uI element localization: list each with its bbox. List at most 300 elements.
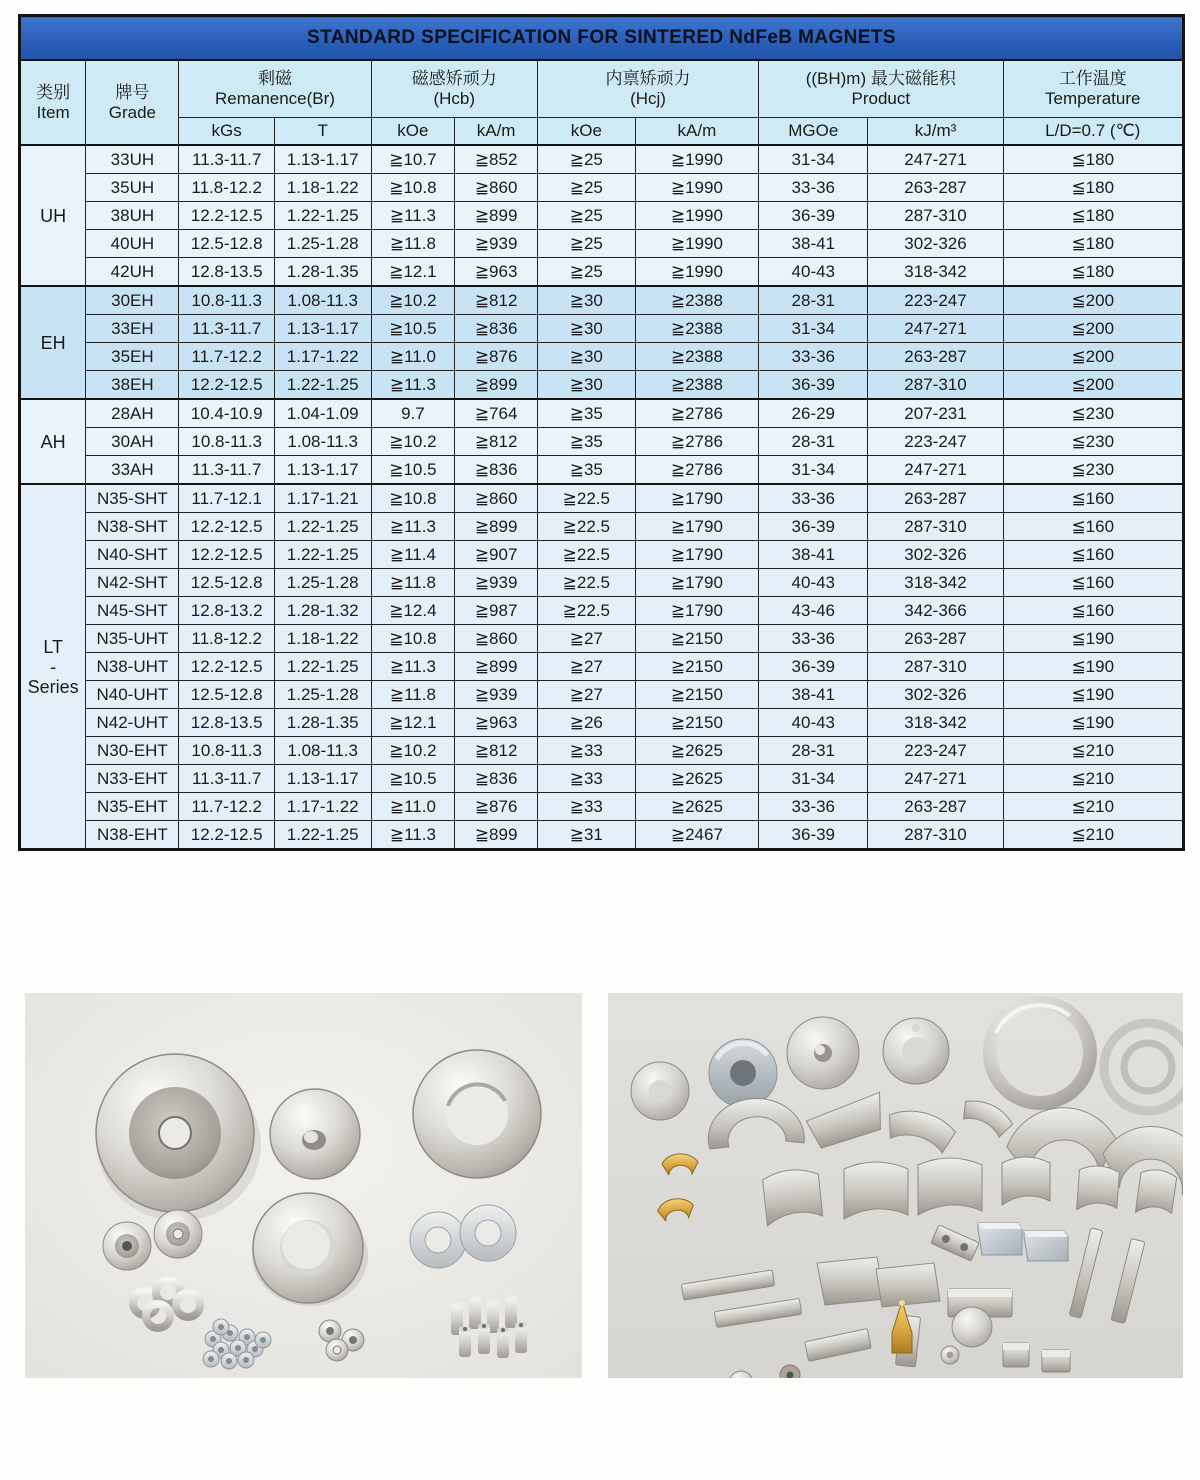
cell-grade: N40-SHT [86,541,179,569]
cell-t: 1.22-1.25 [274,653,371,681]
cell-mgoe: 28-31 [759,428,868,456]
cell-hcb_koe: ≧11.4 [371,541,455,569]
cell-hcj_koe: ≧27 [537,653,635,681]
cell-hcb_koe: ≧11.3 [371,653,455,681]
cell-hcb_kam: ≧860 [455,625,538,653]
group-label-uh: UH [20,145,86,286]
cell-hcb_kam: ≧907 [455,541,538,569]
cell-temp: ≦180 [1003,202,1184,230]
cell-mgoe: 38-41 [759,230,868,258]
cell-kjm3: 247-271 [868,456,1003,485]
cell-hcj_kam: ≧2625 [635,737,758,765]
cell-kjm3: 263-287 [868,625,1003,653]
cell-mgoe: 26-29 [759,399,868,428]
cell-hcj_kam: ≧1990 [635,174,758,202]
cell-kjm3: 223-247 [868,737,1003,765]
cell-hcb_kam: ≧899 [455,653,538,681]
cell-t: 1.18-1.22 [274,625,371,653]
cell-hcj_koe: ≧22.5 [537,484,635,513]
cell-temp: ≦190 [1003,653,1184,681]
cell-mgoe: 28-31 [759,737,868,765]
cell-kjm3: 247-271 [868,145,1003,174]
cell-hcb_koe: ≧11.3 [371,513,455,541]
cell-kgs: 12.8-13.5 [179,709,274,737]
cell-hcj_kam: ≧2388 [635,315,758,343]
cell-hcj_kam: ≧2150 [635,681,758,709]
cell-kgs: 12.2-12.5 [179,371,274,400]
cell-kjm3: 287-310 [868,653,1003,681]
table-row [20,202,1184,230]
unit-hcj-kam: kA/m [635,118,758,146]
cell-temp: ≦190 [1003,681,1184,709]
cell-t: 1.22-1.25 [274,371,371,400]
cell-temp: ≦200 [1003,315,1184,343]
cell-temp: ≦200 [1003,371,1184,400]
cell-hcb_koe: ≧11.0 [371,343,455,371]
cell-temp: ≦160 [1003,597,1184,625]
cell-hcj_kam: ≧2786 [635,428,758,456]
cell-hcb_koe: ≧11.8 [371,230,455,258]
cell-hcb_kam: ≧899 [455,371,538,400]
cell-kgs: 12.2-12.5 [179,202,274,230]
cell-hcj_koe: ≧30 [537,371,635,400]
cell-temp: ≦160 [1003,569,1184,597]
cell-hcj_kam: ≧1990 [635,258,758,287]
cell-hcj_kam: ≧2625 [635,793,758,821]
cell-mgoe: 33-36 [759,484,868,513]
cell-mgoe: 36-39 [759,513,868,541]
cell-hcj_kam: ≧2150 [635,709,758,737]
cell-hcb_kam: ≧836 [455,456,538,485]
cell-hcj_kam: ≧2786 [635,456,758,485]
cell-t: 1.17-1.21 [274,484,371,513]
col-header-product: ((BH)m) 最大磁能积 Product [759,60,1003,118]
cell-temp: ≦230 [1003,399,1184,428]
cell-hcj_koe: ≧25 [537,230,635,258]
cell-hcb_kam: ≧836 [455,765,538,793]
cell-kgs: 12.5-12.8 [179,569,274,597]
cell-temp: ≦210 [1003,793,1184,821]
cell-hcb_koe: ≧11.3 [371,821,455,850]
cell-kjm3: 318-342 [868,258,1003,287]
cell-hcb_koe: ≧10.7 [371,145,455,174]
table-row [20,145,1184,174]
cell-t: 1.22-1.25 [274,821,371,850]
col-header-item: 类别 Item [20,60,86,145]
table-row [20,569,1184,597]
table-row [20,821,1184,850]
cell-hcj_koe: ≧30 [537,315,635,343]
cell-t: 1.22-1.25 [274,513,371,541]
cell-mgoe: 33-36 [759,625,868,653]
cell-kjm3: 263-287 [868,793,1003,821]
cell-hcb_koe: ≧12.1 [371,258,455,287]
cell-kgs: 12.8-13.2 [179,597,274,625]
cell-hcj_koe: ≧22.5 [537,541,635,569]
cell-temp: ≦180 [1003,145,1184,174]
group-label-eh: EH [20,286,86,399]
cell-mgoe: 40-43 [759,709,868,737]
cell-hcj_kam: ≧1790 [635,569,758,597]
cell-t: 1.25-1.28 [274,681,371,709]
table-row [20,681,1184,709]
cell-kgs: 11.3-11.7 [179,315,274,343]
cell-hcj_koe: ≧22.5 [537,597,635,625]
cell-hcj_koe: ≧33 [537,737,635,765]
cell-hcb_koe: ≧10.2 [371,428,455,456]
cell-mgoe: 40-43 [759,569,868,597]
cell-mgoe: 36-39 [759,821,868,850]
cell-hcj_kam: ≧1790 [635,597,758,625]
cell-kjm3: 318-342 [868,569,1003,597]
cell-kjm3: 263-287 [868,484,1003,513]
cell-grade: N45-SHT [86,597,179,625]
cell-temp: ≦230 [1003,456,1184,485]
cell-grade: 42UH [86,258,179,287]
cell-hcj_kam: ≧1990 [635,202,758,230]
cell-kgs: 11.7-12.1 [179,484,274,513]
cell-hcj_koe: ≧35 [537,456,635,485]
table-row [20,765,1184,793]
cell-hcj_kam: ≧1990 [635,230,758,258]
cell-hcb_kam: ≧852 [455,145,538,174]
cell-hcb_koe: ≧10.8 [371,625,455,653]
table-row [20,541,1184,569]
cell-t: 1.18-1.22 [274,174,371,202]
cell-hcj_koe: ≧22.5 [537,513,635,541]
cell-hcb_kam: ≧899 [455,513,538,541]
cell-hcj_koe: ≧31 [537,821,635,850]
cell-grade: N35-SHT [86,484,179,513]
cell-temp: ≦190 [1003,709,1184,737]
cell-kgs: 10.4-10.9 [179,399,274,428]
cell-kgs: 11.7-12.2 [179,793,274,821]
cell-hcj_kam: ≧2388 [635,286,758,315]
cell-mgoe: 28-31 [759,286,868,315]
cell-hcj_koe: ≧26 [537,709,635,737]
header-row-units [20,118,1184,146]
cell-hcj_kam: ≧2467 [635,821,758,850]
cell-grade: 35EH [86,343,179,371]
cell-kgs: 12.5-12.8 [179,230,274,258]
cell-mgoe: 31-34 [759,315,868,343]
cell-t: 1.08-11.3 [274,737,371,765]
cell-kgs: 12.2-12.5 [179,513,274,541]
cell-grade: N38-UHT [86,653,179,681]
table-row [20,315,1184,343]
group-label-ah: AH [20,399,86,484]
cell-hcb_kam: ≧963 [455,709,538,737]
cell-hcb_koe: ≧11.3 [371,202,455,230]
cell-hcj_koe: ≧25 [537,202,635,230]
cell-temp: ≦160 [1003,541,1184,569]
cell-t: 1.13-1.17 [274,315,371,343]
cell-kjm3: 287-310 [868,821,1003,850]
unit-kjm3: kJ/m³ [868,118,1003,146]
cell-hcb_kam: ≧987 [455,597,538,625]
cell-kgs: 11.3-11.7 [179,765,274,793]
table-row [20,428,1184,456]
table-row [20,258,1184,287]
cell-hcj_koe: ≧35 [537,428,635,456]
cell-t: 1.28-1.32 [274,597,371,625]
table-row [20,286,1184,315]
cell-hcj_kam: ≧2150 [635,625,758,653]
unit-hcj-koe: kOe [537,118,635,146]
col-header-grade: 牌号 Grade [86,60,179,145]
unit-hcb-kam: kA/m [455,118,538,146]
cell-hcj_kam: ≧2388 [635,343,758,371]
cell-grade: N33-EHT [86,765,179,793]
cell-t: 1.17-1.22 [274,343,371,371]
cell-hcb_koe: ≧12.1 [371,709,455,737]
table-row [20,793,1184,821]
cell-hcj_koe: ≧27 [537,625,635,653]
cell-kgs: 10.8-11.3 [179,286,274,315]
cell-temp: ≦180 [1003,230,1184,258]
cell-grade: N38-SHT [86,513,179,541]
cell-hcj_koe: ≧22.5 [537,569,635,597]
table-row [20,737,1184,765]
table-row [20,343,1184,371]
cell-hcj_kam: ≧1790 [635,484,758,513]
cell-mgoe: 38-41 [759,541,868,569]
cell-hcb_koe: ≧10.8 [371,174,455,202]
cell-t: 1.17-1.22 [274,793,371,821]
cell-kjm3: 223-247 [868,286,1003,315]
cell-hcb_kam: ≧764 [455,399,538,428]
cell-hcj_kam: ≧1790 [635,513,758,541]
cell-hcb_koe: ≧10.8 [371,484,455,513]
cell-hcj_kam: ≧2150 [635,653,758,681]
cell-temp: ≦210 [1003,765,1184,793]
cell-mgoe: 33-36 [759,174,868,202]
cell-kjm3: 223-247 [868,428,1003,456]
cell-hcj_kam: ≧2786 [635,399,758,428]
cell-temp: ≦210 [1003,821,1184,850]
cell-hcb_koe: ≧10.5 [371,315,455,343]
cell-hcb_koe: ≧11.3 [371,371,455,400]
cell-hcj_kam: ≧2388 [635,371,758,400]
cell-hcb_kam: ≧876 [455,343,538,371]
cell-t: 1.25-1.28 [274,230,371,258]
cell-temp: ≦160 [1003,484,1184,513]
col-header-remanence: 剩磁 Remanence(Br) [179,60,371,118]
cell-hcj_koe: ≧35 [537,399,635,428]
cell-grade: 35UH [86,174,179,202]
cell-temp: ≦180 [1003,258,1184,287]
cell-hcb_koe: ≧11.8 [371,681,455,709]
cell-temp: ≦160 [1003,513,1184,541]
cell-t: 1.22-1.25 [274,202,371,230]
cell-hcb_kam: ≧860 [455,174,538,202]
cell-kjm3: 318-342 [868,709,1003,737]
cell-mgoe: 36-39 [759,371,868,400]
cell-grade: 33AH [86,456,179,485]
cell-hcb_koe: ≧11.8 [371,569,455,597]
cell-kjm3: 302-326 [868,681,1003,709]
cell-t: 1.28-1.35 [274,258,371,287]
cell-mgoe: 40-43 [759,258,868,287]
cell-kjm3: 263-287 [868,343,1003,371]
cell-t: 1.13-1.17 [274,145,371,174]
table-row [20,653,1184,681]
cell-hcj_koe: ≧33 [537,793,635,821]
cell-grade: 33EH [86,315,179,343]
cell-grade: 28AH [86,399,179,428]
cell-hcj_kam: ≧1990 [635,145,758,174]
cell-mgoe: 31-34 [759,145,868,174]
table-row [20,230,1184,258]
cell-hcj_koe: ≧25 [537,174,635,202]
cell-t: 1.13-1.17 [274,765,371,793]
cell-hcb_kam: ≧876 [455,793,538,821]
table-row [20,513,1184,541]
cell-hcb_kam: ≧812 [455,286,538,315]
spec-table [18,14,1185,851]
col-header-hcj: 内禀矫顽力 (Hcj) [537,60,758,118]
table-row [20,484,1184,513]
cell-grade: 30EH [86,286,179,315]
cell-mgoe: 36-39 [759,202,868,230]
cell-t: 1.28-1.35 [274,709,371,737]
cell-kjm3: 263-287 [868,174,1003,202]
photo-plated-ring-magnets [25,993,582,1378]
cell-t: 1.13-1.17 [274,456,371,485]
cell-hcb_kam: ≧812 [455,737,538,765]
cell-kjm3: 302-326 [868,541,1003,569]
cell-kgs: 12.5-12.8 [179,681,274,709]
cell-mgoe: 31-34 [759,456,868,485]
cell-temp: ≦210 [1003,737,1184,765]
cell-hcj_koe: ≧25 [537,145,635,174]
cell-hcj_koe: ≧25 [537,258,635,287]
table-row [20,597,1184,625]
cell-kjm3: 247-271 [868,315,1003,343]
cell-mgoe: 36-39 [759,653,868,681]
cell-grade: N40-UHT [86,681,179,709]
cell-temp: ≦230 [1003,428,1184,456]
cell-hcb_koe: ≧10.2 [371,737,455,765]
cell-kjm3: 302-326 [868,230,1003,258]
table-row [20,625,1184,653]
photo-assorted-magnet-shapes [608,993,1183,1378]
cell-kgs: 11.3-11.7 [179,145,274,174]
cell-t: 1.22-1.25 [274,541,371,569]
cell-mgoe: 38-41 [759,681,868,709]
col-header-temperature: 工作温度 Temperature [1003,60,1184,118]
cell-hcj_koe: ≧27 [537,681,635,709]
cell-temp: ≦190 [1003,625,1184,653]
table-title: STANDARD SPECIFICATION FOR SINTERED NdFeB MAGNETS [20,16,1184,61]
table-row [20,399,1184,428]
cell-kjm3: 287-310 [868,513,1003,541]
unit-ld-temp: L/D=0.7 (℃) [1003,118,1184,146]
cell-kjm3: 247-271 [868,765,1003,793]
cell-mgoe: 43-46 [759,597,868,625]
table-row [20,709,1184,737]
cell-t: 1.25-1.28 [274,569,371,597]
cell-t: 1.08-11.3 [274,428,371,456]
cell-mgoe: 33-36 [759,793,868,821]
cell-hcb_koe: ≧10.5 [371,456,455,485]
cell-grade: 40UH [86,230,179,258]
cell-grade: N35-EHT [86,793,179,821]
cell-hcj_kam: ≧1790 [635,541,758,569]
cell-hcb_kam: ≧860 [455,484,538,513]
cell-kgs: 12.8-13.5 [179,258,274,287]
cell-mgoe: 33-36 [759,343,868,371]
cell-temp: ≦200 [1003,286,1184,315]
cell-grade: 38EH [86,371,179,400]
product-photos [25,993,1185,1378]
cell-kgs: 12.2-12.5 [179,541,274,569]
cell-grade: N42-UHT [86,709,179,737]
cell-kjm3: 287-310 [868,371,1003,400]
cell-grade: 38UH [86,202,179,230]
cell-kgs: 11.3-11.7 [179,456,274,485]
cell-hcj_koe: ≧30 [537,343,635,371]
cell-hcb_kam: ≧939 [455,681,538,709]
group-label-lt: LT - Series [20,484,86,850]
cell-grade: N42-SHT [86,569,179,597]
cell-hcb_kam: ≧939 [455,230,538,258]
cell-hcb_koe: ≧10.2 [371,286,455,315]
cell-hcb_koe: 9.7 [371,399,455,428]
cell-kjm3: 342-366 [868,597,1003,625]
cell-grade: N38-EHT [86,821,179,850]
cell-grade: 33UH [86,145,179,174]
cell-kgs: 10.8-11.3 [179,428,274,456]
cell-t: 1.08-11.3 [274,286,371,315]
cell-grade: 30AH [86,428,179,456]
cell-hcb_koe: ≧10.5 [371,765,455,793]
cell-hcj_koe: ≧33 [537,765,635,793]
cell-hcb_koe: ≧12.4 [371,597,455,625]
table-row [20,456,1184,485]
unit-hcb-koe: kOe [371,118,455,146]
cell-hcb_kam: ≧939 [455,569,538,597]
table-row [20,174,1184,202]
cell-kgs: 12.2-12.5 [179,653,274,681]
unit-mgoe: MGOe [759,118,868,146]
cell-kgs: 11.7-12.2 [179,343,274,371]
table-row [20,371,1184,400]
cell-kgs: 10.8-11.3 [179,737,274,765]
cell-grade: N30-EHT [86,737,179,765]
cell-kgs: 12.2-12.5 [179,821,274,850]
table-title-row [20,16,1184,61]
cell-t: 1.04-1.09 [274,399,371,428]
cell-kgs: 11.8-12.2 [179,174,274,202]
cell-grade: N35-UHT [86,625,179,653]
cell-hcb_koe: ≧11.0 [371,793,455,821]
unit-tesla: T [274,118,371,146]
cell-kjm3: 207-231 [868,399,1003,428]
cell-hcj_kam: ≧2625 [635,765,758,793]
cell-mgoe: 31-34 [759,765,868,793]
cell-hcb_kam: ≧812 [455,428,538,456]
unit-kgs: kGs [179,118,274,146]
cell-kgs: 11.8-12.2 [179,625,274,653]
cell-kjm3: 287-310 [868,202,1003,230]
cell-hcb_kam: ≧899 [455,202,538,230]
cell-hcj_koe: ≧30 [537,286,635,315]
header-row-main [20,60,1184,118]
cell-temp: ≦200 [1003,343,1184,371]
cell-hcb_kam: ≧963 [455,258,538,287]
col-header-hcb: 磁感矫顽力 (Hcb) [371,60,537,118]
